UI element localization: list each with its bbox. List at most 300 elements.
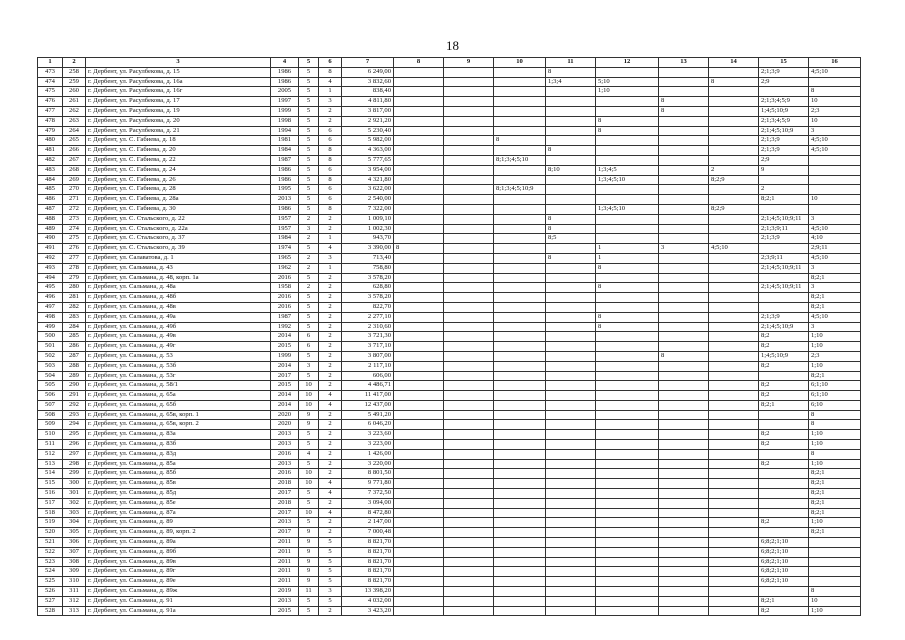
table-cell: 3: [809, 126, 861, 136]
table-cell: 3 578,20: [342, 273, 394, 283]
table-cell: 277: [63, 253, 86, 263]
table-row: [38, 430, 861, 440]
table-cell: 475: [38, 87, 63, 97]
table-cell: 5: [299, 518, 319, 528]
table-cell: [394, 253, 444, 263]
table-cell: 2: [319, 528, 342, 538]
table-cell: [709, 469, 759, 479]
table-cell: [709, 498, 759, 508]
table-cell: [659, 87, 709, 97]
table-cell: 2013: [271, 596, 299, 606]
table-cell: 2015: [271, 606, 299, 616]
table-cell: [546, 361, 596, 371]
table-cell: г. Дербент, ул. Сальмана, д. 85б: [86, 469, 271, 479]
table-cell: 4: [319, 244, 342, 254]
table-cell: 272: [63, 204, 86, 214]
table-cell: 2017: [271, 489, 299, 499]
table-cell: [596, 371, 659, 381]
table-cell: [596, 195, 659, 205]
table-cell: [709, 293, 759, 303]
table-cell: [494, 538, 546, 548]
table-cell: 10: [809, 195, 861, 205]
table-cell: 5: [299, 273, 319, 283]
table-row: [38, 459, 861, 469]
table-cell: 503: [38, 361, 63, 371]
table-cell: [394, 155, 444, 165]
table-cell: 1986: [271, 204, 299, 214]
table-cell: [659, 77, 709, 87]
table-cell: 520: [38, 528, 63, 538]
table-cell: [596, 214, 659, 224]
table-cell: [659, 479, 709, 489]
table-cell: [709, 195, 759, 205]
table-cell: [394, 518, 444, 528]
table-cell: [596, 547, 659, 557]
table-cell: г. Дербент, ул. Сальмана, д. 85е: [86, 498, 271, 508]
table-cell: [444, 263, 494, 273]
table-cell: 9: [299, 410, 319, 420]
table-cell: 3: [809, 214, 861, 224]
table-cell: 5: [319, 567, 342, 577]
table-cell: 1: [596, 244, 659, 254]
column-number-cell: 13: [659, 58, 709, 68]
table-cell: 2011: [271, 547, 299, 557]
table-cell: 6;8;2;1;10: [759, 547, 809, 557]
table-row: [38, 253, 861, 263]
table-cell: [546, 332, 596, 342]
table-cell: 5: [299, 322, 319, 332]
table-row: [38, 175, 861, 185]
table-cell: [596, 332, 659, 342]
table-row: [38, 508, 861, 518]
table-cell: 8: [659, 106, 709, 116]
table-cell: 8 821,70: [342, 547, 394, 557]
table-cell: 3 622,00: [342, 185, 394, 195]
table-cell: [444, 469, 494, 479]
table-cell: 6: [319, 195, 342, 205]
table-cell: [759, 273, 809, 283]
table-cell: 11: [299, 587, 319, 597]
table-cell: 4;5;10: [809, 67, 861, 77]
table-cell: г. Дербент, ул. Сальмана, д. 89г: [86, 567, 271, 577]
table-cell: [759, 420, 809, 430]
table-cell: 8;2;1: [809, 479, 861, 489]
table-cell: г. Дербент, ул. Сальмана, д. 87а: [86, 508, 271, 518]
table-cell: [659, 567, 709, 577]
table-cell: 1;10: [809, 430, 861, 440]
table-cell: [444, 371, 494, 381]
table-cell: [546, 547, 596, 557]
table-cell: 8;2: [759, 391, 809, 401]
table-cell: 2: [299, 263, 319, 273]
table-cell: 8: [659, 351, 709, 361]
table-cell: 2020: [271, 410, 299, 420]
table-cell: [546, 430, 596, 440]
table-cell: [394, 175, 444, 185]
table-cell: 291: [63, 391, 86, 401]
table-cell: 6;8;2;1;10: [759, 538, 809, 548]
table-cell: 1;4;5;10;9: [759, 351, 809, 361]
table-cell: г. Дербент, ул. С. Стальского, д. 39: [86, 244, 271, 254]
table-row: [38, 440, 861, 450]
table-cell: [444, 440, 494, 450]
table-cell: [659, 400, 709, 410]
table-cell: 8: [596, 116, 659, 126]
table-cell: [494, 224, 546, 234]
table-row: [38, 273, 861, 283]
table-cell: 266: [63, 146, 86, 156]
table-cell: 8 821,70: [342, 577, 394, 587]
table-cell: 2013: [271, 440, 299, 450]
table-cell: [596, 361, 659, 371]
table-cell: 292: [63, 400, 86, 410]
table-cell: г. Дербент, ул. Сальмана, д. 89, корп. 2: [86, 528, 271, 538]
table-cell: 2: [319, 469, 342, 479]
table-cell: 8;2: [759, 342, 809, 352]
table-cell: [759, 204, 809, 214]
table-cell: 1995: [271, 185, 299, 195]
table-cell: 758,80: [342, 263, 394, 273]
table-cell: 295: [63, 430, 86, 440]
table-cell: 490: [38, 234, 63, 244]
table-cell: 1958: [271, 283, 299, 293]
table-cell: [596, 489, 659, 499]
table-cell: 12 437,00: [342, 400, 394, 410]
table-cell: 9: [299, 538, 319, 548]
table-cell: г. Дербент, ул. Сальмана, д. 85в: [86, 479, 271, 489]
table-cell: 8;2;1: [809, 302, 861, 312]
table-cell: 304: [63, 518, 86, 528]
table-cell: 3: [659, 244, 709, 254]
table-cell: [394, 126, 444, 136]
table-cell: 8;2;1: [809, 371, 861, 381]
table-cell: 1965: [271, 253, 299, 263]
table-cell: 508: [38, 410, 63, 420]
table-cell: 3: [319, 587, 342, 597]
table-cell: 4;5;10: [809, 146, 861, 156]
table-cell: 2 147,00: [342, 518, 394, 528]
table-cell: 303: [63, 508, 86, 518]
table-cell: г. Дербент, ул. Расулбекова, д. 17: [86, 97, 271, 107]
table-cell: 2 310,60: [342, 322, 394, 332]
table-cell: 258: [63, 67, 86, 77]
table-cell: 2019: [271, 587, 299, 597]
table-row: [38, 283, 861, 293]
table-cell: [394, 322, 444, 332]
table-cell: г. Дербент, ул. Расулбекова, д. 19: [86, 106, 271, 116]
table-cell: 2: [319, 420, 342, 430]
table-cell: [494, 214, 546, 224]
table-cell: г. Дербент, ул. С. Габиева, д. 24: [86, 165, 271, 175]
table-cell: [546, 449, 596, 459]
table-cell: [659, 283, 709, 293]
table-cell: [596, 430, 659, 440]
table-cell: 3 954,00: [342, 165, 394, 175]
table-cell: 1987: [271, 312, 299, 322]
table-cell: 2014: [271, 391, 299, 401]
table-cell: [494, 371, 546, 381]
table-cell: 10: [299, 508, 319, 518]
table-cell: [546, 498, 596, 508]
table-cell: [494, 195, 546, 205]
column-number-cell: 12: [596, 58, 659, 68]
table-row: [38, 224, 861, 234]
table-cell: [596, 469, 659, 479]
table-cell: г. Дербент, ул. Сальмана, д. 49а: [86, 312, 271, 322]
table-cell: [494, 430, 546, 440]
table-row: [38, 391, 861, 401]
table-cell: 309: [63, 567, 86, 577]
table-cell: г. Дербент, ул. С. Габиева, д. 28: [86, 185, 271, 195]
table-cell: 8: [319, 175, 342, 185]
table-cell: 5: [299, 155, 319, 165]
table-cell: [494, 381, 546, 391]
table-row: [38, 538, 861, 548]
table-cell: [394, 351, 444, 361]
table-cell: 7 372,50: [342, 489, 394, 499]
table-cell: 4;5;10: [809, 312, 861, 322]
table-cell: 527: [38, 596, 63, 606]
table-cell: 2011: [271, 567, 299, 577]
table-cell: 484: [38, 175, 63, 185]
page-number: 18: [446, 38, 459, 53]
table-cell: [659, 185, 709, 195]
table-cell: 5: [299, 606, 319, 616]
table-cell: 3 817,00: [342, 106, 394, 116]
table-cell: [444, 459, 494, 469]
table-cell: [709, 322, 759, 332]
table-cell: г. Дербент, ул. Сальмана, д. 89ж: [86, 587, 271, 597]
table-cell: [394, 185, 444, 195]
column-number-cell: 9: [444, 58, 494, 68]
table-cell: 2017: [271, 508, 299, 518]
table-cell: 1957: [271, 214, 299, 224]
table-cell: 1;10: [809, 518, 861, 528]
table-cell: г. Дербент, ул. Сальмана, д. 85д: [86, 489, 271, 499]
table-cell: [546, 195, 596, 205]
table-cell: [596, 391, 659, 401]
table-cell: 10: [299, 391, 319, 401]
table-cell: [444, 204, 494, 214]
table-cell: [444, 224, 494, 234]
table-cell: [659, 214, 709, 224]
table-cell: [494, 479, 546, 489]
table-cell: [546, 391, 596, 401]
table-cell: [494, 557, 546, 567]
table-cell: [809, 557, 861, 567]
table-cell: [659, 596, 709, 606]
table-cell: 2014: [271, 361, 299, 371]
table-cell: 8: [809, 87, 861, 97]
table-cell: 2: [299, 234, 319, 244]
table-cell: 493: [38, 263, 63, 273]
table-cell: 8 821,70: [342, 567, 394, 577]
table-cell: г. Дербент, ул. Сальмана, д. 48в: [86, 302, 271, 312]
table-cell: 8;2;1: [759, 195, 809, 205]
table-cell: 2: [319, 293, 342, 303]
table-cell: [709, 391, 759, 401]
table-cell: [709, 283, 759, 293]
table-cell: г. Дербент, ул. Сальмана, д. 65в, корп. 2: [86, 420, 271, 430]
table-cell: 5 777,65: [342, 155, 394, 165]
table-cell: 5: [299, 87, 319, 97]
table-cell: 489: [38, 224, 63, 234]
table-cell: 4 811,80: [342, 97, 394, 107]
table-cell: 1998: [271, 116, 299, 126]
table-cell: [709, 97, 759, 107]
table-cell: 8: [596, 322, 659, 332]
table-cell: 306: [63, 538, 86, 548]
column-number-cell: 4: [271, 58, 299, 68]
table-cell: 8: [709, 77, 759, 87]
table-cell: 10: [299, 400, 319, 410]
table-cell: 3 832,60: [342, 77, 394, 87]
table-cell: г. Дербент, ул. Сальмана, д. 48, корп. 1а: [86, 273, 271, 283]
table-cell: г. Дербент, ул. Сальмана, д. 89в: [86, 557, 271, 567]
table-cell: [394, 391, 444, 401]
table-cell: 299: [63, 469, 86, 479]
table-cell: 5: [319, 538, 342, 548]
table-cell: [494, 518, 546, 528]
table-cell: 310: [63, 577, 86, 587]
table-cell: 1;3;4;5;10: [596, 175, 659, 185]
table-row: [38, 106, 861, 116]
table-cell: [709, 596, 759, 606]
table-cell: 2: [319, 361, 342, 371]
table-cell: 5: [319, 547, 342, 557]
table-cell: [709, 430, 759, 440]
table-cell: 3: [809, 283, 861, 293]
table-cell: [546, 322, 596, 332]
column-number-cell: 10: [494, 58, 546, 68]
table-cell: 3: [809, 263, 861, 273]
table-cell: [659, 126, 709, 136]
table-cell: г. Дербент, ул. Сальмана, д. 83б: [86, 440, 271, 450]
table-cell: 8;2: [759, 518, 809, 528]
table-cell: [659, 508, 709, 518]
table-cell: 713,40: [342, 253, 394, 263]
table-cell: 1;10: [596, 87, 659, 97]
table-cell: 526: [38, 587, 63, 597]
table-cell: [494, 87, 546, 97]
table-cell: 8: [319, 146, 342, 156]
table-cell: 10: [299, 469, 319, 479]
table-cell: [494, 263, 546, 273]
table-cell: [394, 312, 444, 322]
table-cell: 516: [38, 489, 63, 499]
table-cell: 506: [38, 391, 63, 401]
table-cell: [444, 165, 494, 175]
table-cell: [546, 489, 596, 499]
table-cell: [596, 410, 659, 420]
table-cell: 2;1;3;4;5;9: [759, 97, 809, 107]
table-cell: 518: [38, 508, 63, 518]
table-cell: [759, 87, 809, 97]
table-cell: г. Дербент, ул. Сальмана, д. 91а: [86, 606, 271, 616]
table-cell: 2;1;4;5;10;9;11: [759, 214, 809, 224]
table-cell: 298: [63, 459, 86, 469]
table-row: [38, 410, 861, 420]
table-cell: [546, 283, 596, 293]
table-cell: [546, 204, 596, 214]
table-cell: 290: [63, 381, 86, 391]
table-cell: г. Дербент, ул. Сальмана, д. 89б: [86, 547, 271, 557]
table-cell: [494, 165, 546, 175]
table-cell: [444, 420, 494, 430]
table-cell: 1974: [271, 244, 299, 254]
table-cell: [709, 136, 759, 146]
table-cell: г. Дербент, ул. Сальмана, д. 89: [86, 518, 271, 528]
table-cell: 301: [63, 489, 86, 499]
table-cell: 2;1;3;9: [759, 312, 809, 322]
table-cell: [659, 430, 709, 440]
column-number-cell: 16: [809, 58, 861, 68]
table-cell: 8;2: [759, 332, 809, 342]
table-cell: 8;1;3;4;5;10: [494, 155, 546, 165]
table-cell: 5: [319, 577, 342, 587]
table-cell: 5: [299, 459, 319, 469]
table-cell: [546, 263, 596, 273]
table-cell: 8;2: [759, 440, 809, 450]
table-cell: [444, 175, 494, 185]
table-cell: [759, 293, 809, 303]
table-cell: 5: [299, 97, 319, 107]
table-cell: [546, 136, 596, 146]
table-row: [38, 587, 861, 597]
table-cell: 8;2;1: [759, 596, 809, 606]
table-cell: [759, 469, 809, 479]
table-row: [38, 371, 861, 381]
table-cell: 1: [319, 234, 342, 244]
table-cell: 3: [299, 224, 319, 234]
table-cell: 8;5: [546, 234, 596, 244]
table-cell: [394, 469, 444, 479]
table-row: [38, 126, 861, 136]
table-cell: 2: [319, 283, 342, 293]
table-cell: [596, 67, 659, 77]
column-number-cell: 8: [394, 58, 444, 68]
table-cell: г. Дербент, ул. Сальмана, д. 53г: [86, 371, 271, 381]
table-cell: [659, 469, 709, 479]
table-cell: [709, 547, 759, 557]
table-cell: 3 390,00: [342, 244, 394, 254]
table-cell: г. Дербент, ул. С. Стальского, д. 22: [86, 214, 271, 224]
table-cell: 286: [63, 342, 86, 352]
table-cell: 502: [38, 351, 63, 361]
table-cell: 494: [38, 273, 63, 283]
table-cell: 2016: [271, 273, 299, 283]
table-cell: 8: [546, 214, 596, 224]
table-cell: [809, 538, 861, 548]
table-cell: 2016: [271, 293, 299, 303]
table-cell: г. Дербент, ул. Расулбекова, д. 20: [86, 116, 271, 126]
table-cell: [494, 253, 546, 263]
table-cell: [394, 77, 444, 87]
table-cell: г. Дербент, ул. Сальмана, д. 49б: [86, 322, 271, 332]
table-cell: 6;8;2;1;10: [759, 577, 809, 587]
table-cell: 2;1;4;5;10;9;11: [759, 263, 809, 273]
table-cell: 2: [319, 440, 342, 450]
table-cell: 4;5;10: [709, 244, 759, 254]
table-cell: [709, 518, 759, 528]
table-cell: 7 322,00: [342, 204, 394, 214]
table-cell: [659, 361, 709, 371]
table-cell: [444, 155, 494, 165]
table-row: [38, 87, 861, 97]
table-cell: 1999: [271, 351, 299, 361]
table-cell: [494, 498, 546, 508]
table-cell: 5: [299, 116, 319, 126]
